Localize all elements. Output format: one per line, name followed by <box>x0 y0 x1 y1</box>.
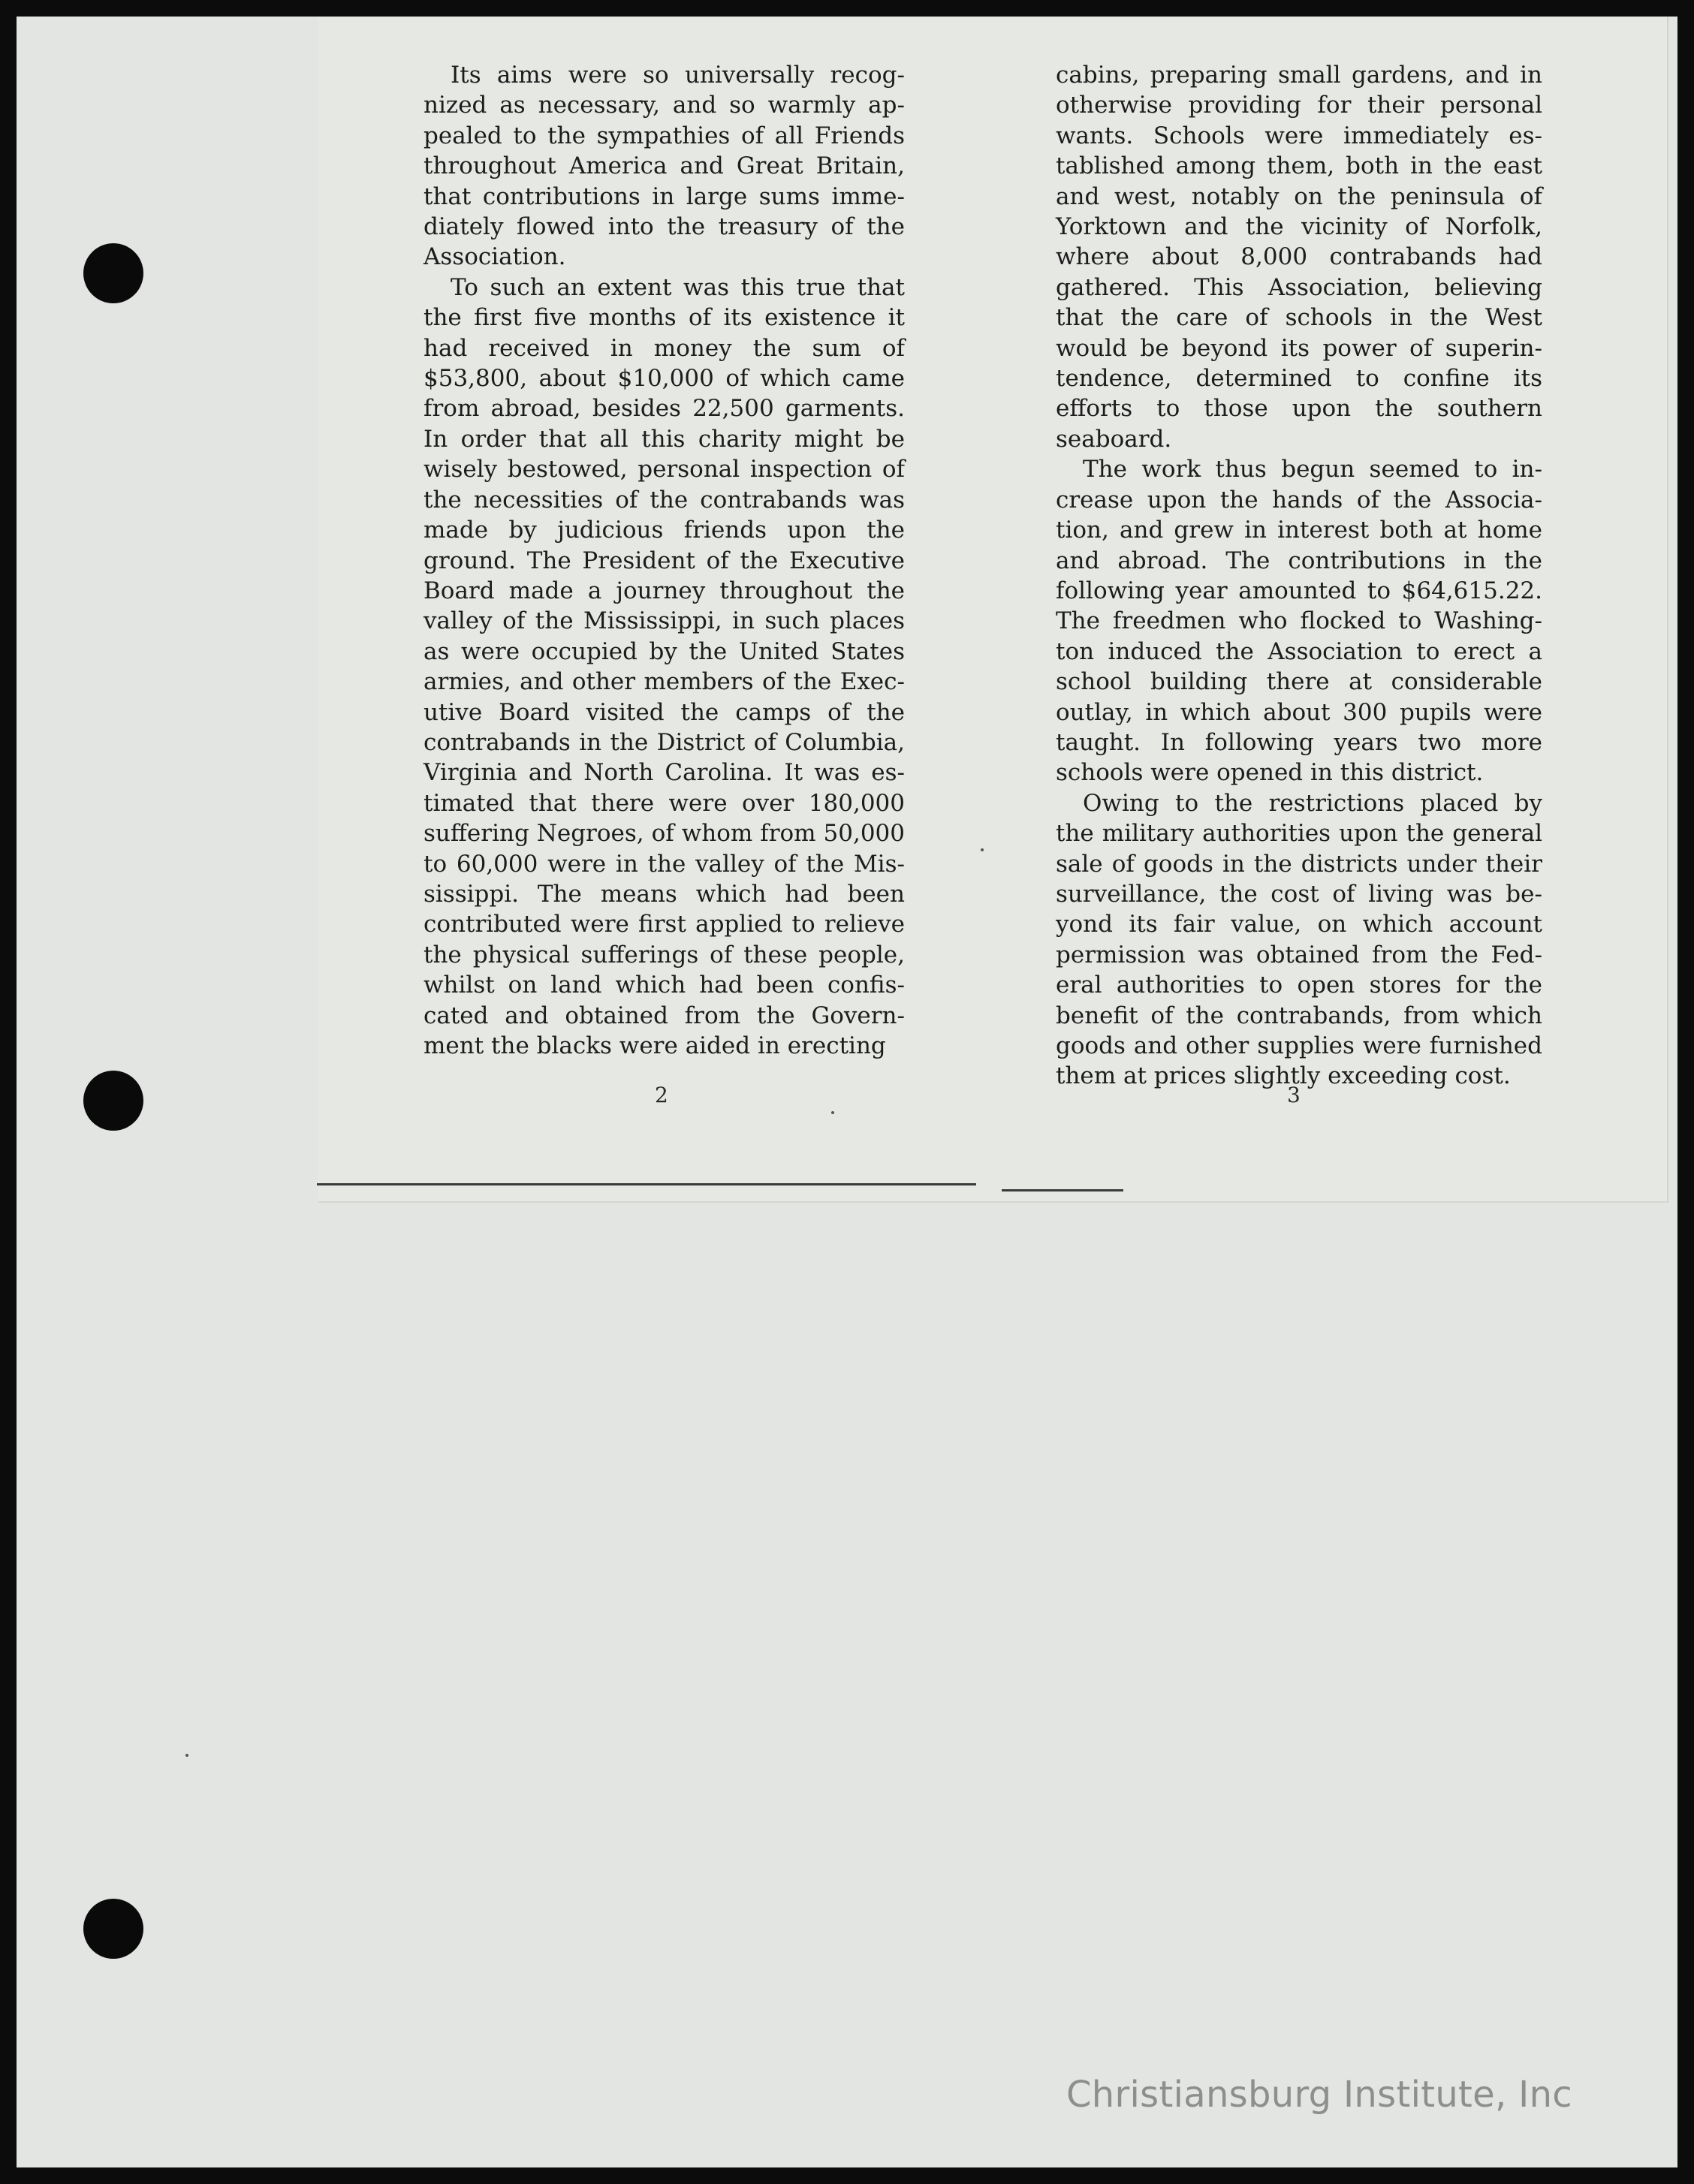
left-page-number: 2 <box>655 1083 668 1107</box>
watermark-christiansburg-institute: Christiansburg Institute, Inc <box>1066 2074 1572 2116</box>
clipping-edge-right <box>1002 1189 1123 1191</box>
left-page-column <box>424 60 905 1061</box>
left-paragraph-2: To such an extent was this true that the first five months of its existence it had received in money the sum of $53,800, about $10,000 of which came from abroad, besides 22,500 garments. In order that all this charity might be wisely bestowed, personal inspection of the necessities of the contrabands was made by judicious friends upon the ground. The President of the Executive Board made a journey throughout the valley of the Mississippi, in such places as were occupied by the United States armies, and other members of the Executive Board visited the camps of the contrabands in the District of Columbia, Virginia and North Carolina. It was estimated that there were over 180,000 suffering Negroes, of whom from 50,000 to 60,000 were in the valley of the Mississippi. The means which had been contributed were first applied to relieve the physical sufferings of these people, whilst on land which had been confiscated and obtained from the Government the blacks were aided in erecting <box>424 273 905 1059</box>
right-paragraph-1: cabins, preparing small gardens, and in otherwise providing for their personal wants. Schools were immediately established among them, both in the east and west, notably on the peninsula of Yorktown and the vicinity of Norfolk, where about 8,000 contrabands had gathered. This Association, believing that the care of schools in the West would be beyond its power of superintendence, determined to confine its efforts to those upon the southern seaboard. <box>1056 62 1542 453</box>
right-paragraph-3: Owing to the restrictions placed by the military authorities upon the general sale of goods in the districts under their surveillance, the cost of living was beyond its fair value, on which account permission was obtained from the Federal authorities to open stores for the benefit of the contrabands, from which goods and other supplies were furnished them at prices slightly exceeding cost. <box>1056 789 1542 1090</box>
punch-hole-middle <box>83 1071 143 1131</box>
right-paragraph-2: The work thus begun seemed to increase upon the hands of the Association, and grew in interest both at home and abroad. The contributions in the following year amounted to $64,615.22. The freedmen who flocked to Washington induced the Association to erect a school building there at considerable outlay, in which about 300 pupils were taught. In following years two more schools were opened in this district. <box>1056 456 1542 787</box>
right-page-column <box>1056 60 1542 1092</box>
dust-speck <box>185 1754 188 1757</box>
left-paragraph-1: Its aims were so universally recognized as necessary, and so warmly appealed to the sympathies of all Friends throughout America and Great Britain, that contributions in large sums immediately flowed into the treasury of the Association. <box>424 62 905 271</box>
right-page-number: 3 <box>1287 1083 1301 1107</box>
clipping-edge-left <box>317 1183 976 1185</box>
punch-hole-bottom <box>83 1899 143 1959</box>
newsprint-clipping <box>318 17 1668 1203</box>
punch-hole-top <box>83 243 143 303</box>
dust-speck <box>981 848 984 851</box>
dust-speck <box>831 1111 834 1114</box>
scanned-sheet <box>17 17 1677 2167</box>
